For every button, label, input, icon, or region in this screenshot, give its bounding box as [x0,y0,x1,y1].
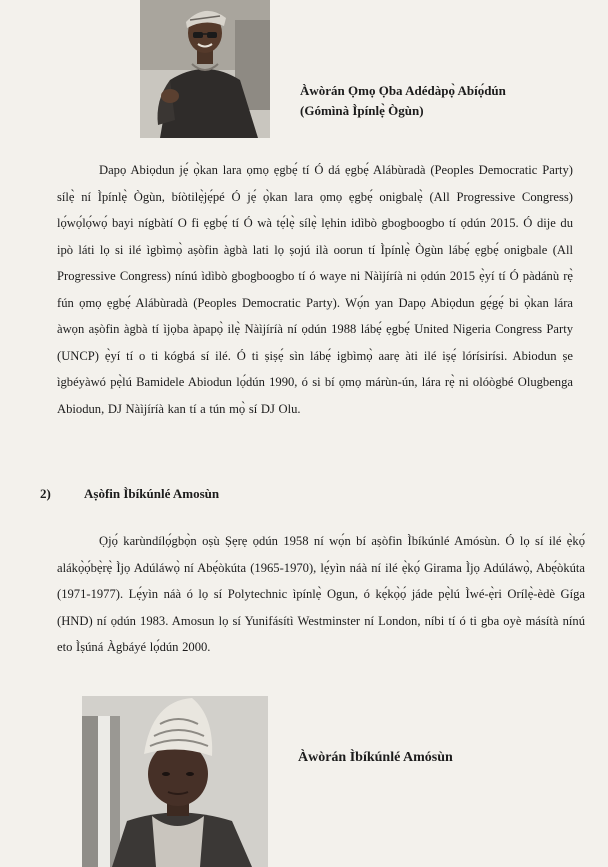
portrait-photo-icon [140,0,270,138]
section-heading-amosun [40,486,219,502]
portrait-photo-abiodun [140,0,270,138]
section-number: 2) [40,486,51,501]
paragraph-text: Ọjọ́ karùndílọ́gbọ̀n oṣù Ṣẹrẹ ọdún 1958 ní wọ́n bí aṣòfin Ìbíkúnlé Amósùn. Ó lọ sí ilé ẹ̀kọ́ alákọ̀ọ́bẹ̀rẹ̀ Ìjọ Adúláwọ̀ ní Abẹ́òkúta (1965-1970), lẹ́yìn náà ní ilé ẹ̀kọ́ Girama Ìjọ Adúláwọ̀, Abẹ́òkúta (1971-1977). Lẹ́yìn náà ó lọ sí Polytechnic ìpínlẹ̀ Ogun, ó kẹ́kọ̀ọ́ jáde pẹ̀lú Ìwé-ẹ̀ri Orílẹ̀-èdè Gíga (HND) ní ọdún 1983. Amosun lọ sí Yunifásítì Westminster ní London, níbi tí ó ti gba oyè másítà nínú eto Ìṣúná Àgbáyé lọ́dún 2000. [57,534,585,654]
paragraph-amosun-bio [57,528,585,661]
caption-line-title: Àwòrán Ọmọ Ọba Adédàpọ̀ Abíọ́dún [300,83,506,98]
portrait-photo-icon [82,696,268,867]
section-title: Aṣòfin Ìbíkúnlé Amosùn [84,486,220,501]
photo-caption-abiodun [300,81,560,121]
photo-caption-amosun: Àwòrán Ìbíkúnlé Amósùn [298,750,453,765]
paragraph-abiodun-bio [57,157,573,422]
portrait-photo-amosun [82,696,268,867]
paragraph-text: Dapọ Abiọdun jẹ́ ọ̀kan lara ọmọ ẹgbẹ́ tí Ó dá ẹgbẹ́ Alábùradà (Peoples Democratic Party) sílẹ̀ ní Ìpínlẹ̀ Ògùn, bíòtilẹ̀jẹ́pé Ó jẹ́ ọ̀kan lara ọmọ ẹgbẹ́ onigbalẹ̀ (All Progressive Congress) lọ́wọ́lọ́wọ́ bayi nígbàtí O fi ẹgbẹ́ tí Ó wà tẹ́lẹ̀ sílẹ̀ lẹhin idìbò gbogboogbo tí ọdún 2015. Ó dije du ipò láti lọ si ilé ìgbìmọ̀ aṣòfin àgbà lati lọ ṣojú ilà oorun tí Ìpínlẹ̀ Ògùn lábẹ́ ẹgbẹ́ onigbale (All Progressive Congress) nínú ìdìbò gbogboogbo tí ó waye ni Nàìjíríà ni ọdún 2015 ẹ̀yí tí Ó pàdánù rẹ̀ fún ọmọ ẹgbẹ́ Alábùradà (Peoples Democratic Party). Wọ́n yan Dapọ Abiọdun gẹ́gẹ́ bi ọ̀kan lára àwọn aṣòfin àgbà tí ìjọba àpapọ̀ ilẹ̀ Nàìjíríà ní ọdún 1988 lábẹ́ ẹgbẹ́ United Nigeria Congress Party (UNCP) ẹ̀yí tí o ti kógbá sí ilé. Ó ti ṣiṣẹ́ sìn lábẹ́ igbìmọ̀ aarẹ àti ilé iṣẹ́ lórísirísi. Abiodun ṣe ìgbéyàwó pẹ̀lú Bamidele Abiodun lọ́dún 1990, ó si bí ọmọ márùn-ún, lára rẹ̀ ni olóògbé Olugbenga Abiodun, DJ Nàìjíríà kan tí a tún mọ̀ sí DJ Olu. [57,163,573,416]
caption-line-subtitle: (Gómìnà Ìpínlẹ̀ Ògùn) [300,103,424,118]
